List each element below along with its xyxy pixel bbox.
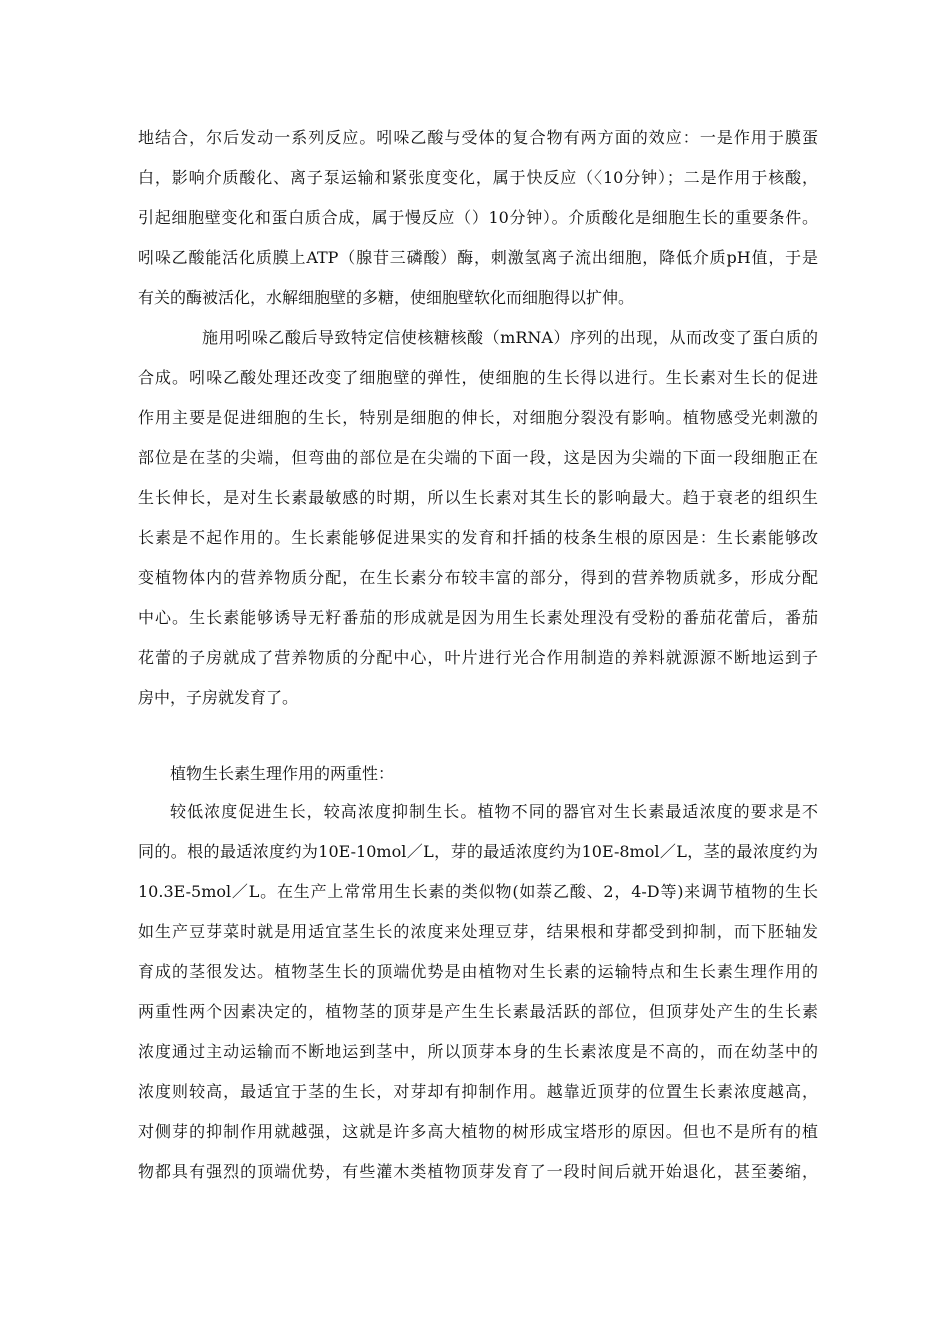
text-line: 同的。根的最适浓度约为10E-10mol／L，芽的最适浓度约为10E-8mol／L，茎的最浓度约为 (138, 842, 818, 861)
text-line: 吲哚乙酸能活化质膜上ATP（腺苷三磷酸）酶，刺激氢离子流出细胞，降低介质pH值，于是 (138, 248, 818, 267)
text-line: 浓度通过主动运输而不断地运到茎中，所以顶芽本身的生长素浓度是不高的，而在幼茎中的 (138, 1042, 818, 1061)
text-line: 有关的酶被活化，水解细胞壁的多糖，使细胞壁软化而细胞得以扩伸。 (138, 288, 635, 307)
text-line: 引起细胞壁变化和蛋白质合成，属于慢反应（）10分钟）。介质酸化是细胞生长的重要条件。 (138, 208, 818, 227)
text-line: 浓度则较高，最适宜于茎的生长，对芽却有抑制作用。越靠近顶芽的位置生长素浓度越高， (138, 1082, 818, 1101)
text-line: 生长伸长，是对生长素最敏感的时期，所以生长素对其生长的影响最大。趋于衰老的组织生 (138, 488, 818, 507)
text-line: 地结合，尔后发动一系列反应。吲哚乙酸与受体的复合物有两方面的效应：一是作用于膜蛋 (138, 128, 818, 147)
paragraph-1 (138, 118, 818, 318)
text-line: 变植物体内的营养物质分配，在生长素分布较丰富的部分，得到的营养物质就多，形成分配 (138, 568, 818, 587)
text-line: 房中，子房就发育了。 (138, 688, 299, 707)
text-line: 中心。生长素能够诱导无籽番茄的形成就是因为用生长素处理没有受粉的番茄花蕾后，番茄 (138, 608, 818, 627)
section-heading-text: 植物生长素生理作用的两重性： (170, 764, 395, 783)
text-line: 白，影响介质酸化、离子泵运输和紧张度变化，属于快反应（〈10分钟）；二是作用于核酸， (138, 168, 818, 187)
text-line: 物都具有强烈的顶端优势，有些灌木类植物顶芽发育了一段时间后就开始退化，甚至萎缩， (138, 1162, 818, 1181)
text-line: 两重性两个因素决定的，植物茎的顶芽是产生生长素最活跃的部位，但顶芽处产生的生长素 (138, 1002, 818, 1021)
text-line: 较低浓度促进生长，较高浓度抑制生长。植物不同的器官对生长素最适浓度的要求是不 (170, 802, 818, 821)
paragraph-3 (138, 792, 818, 1192)
text-line: 部位是在茎的尖端，但弯曲的部位是在尖端的下面一段，这是因为尖端的下面一段细胞正在 (138, 448, 818, 467)
text-line: 育成的茎很发达。植物茎生长的顶端优势是由植物对生长素的运输特点和生长素生理作用的 (138, 962, 818, 981)
text-line: 作用主要是促进细胞的生长，特别是细胞的伸长，对细胞分裂没有影响。植物感受光刺激的 (138, 408, 818, 427)
text-line: 花蕾的子房就成了营养物质的分配中心，叶片进行光合作用制造的养料就源源不断地运到子 (138, 648, 818, 667)
text-line: 对侧芽的抑制作用就越强，这就是许多高大植物的树形成宝塔形的原因。但也不是所有的植 (138, 1122, 818, 1141)
section-heading (138, 754, 818, 794)
paragraph-2 (138, 318, 818, 718)
text-line: 10.3E-5mol／L。在生产上常常用生长素的类似物(如萘乙酸、2，4-D等)来调节植物的生长 (138, 882, 818, 901)
text-line: 长素是不起作用的。生长素能够促进果实的发育和扦插的枝条生根的原因是：生长素能够改 (138, 528, 818, 547)
text-line: 合成。吲哚乙酸处理还改变了细胞壁的弹性，使细胞的生长得以进行。生长素对生长的促进 (138, 368, 818, 387)
text-line: 施用吲哚乙酸后导致特定信使核糖核酸（mRNA）序列的出现，从而改变了蛋白质的 (202, 328, 818, 347)
text-line: 如生产豆芽菜时就是用适宜茎生长的浓度来处理豆芽，结果根和芽都受到抑制，而下胚轴发 (138, 922, 818, 941)
